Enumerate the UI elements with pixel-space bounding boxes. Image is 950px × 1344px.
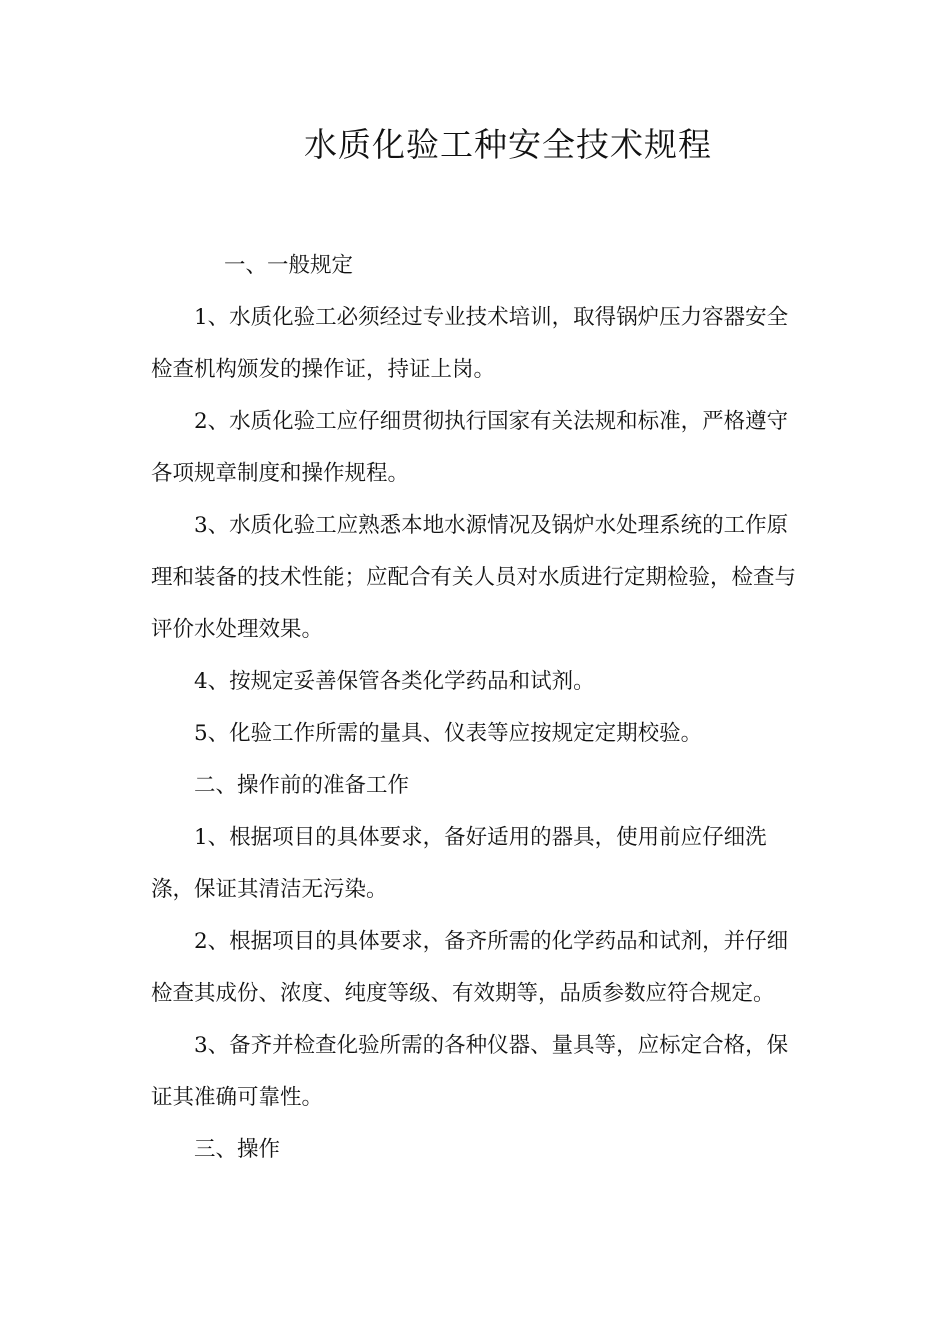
paragraph-preparation-3: 3、备齐并检查化验所需的各种仪器、量具等，应标定合格，保证其准确可靠性。 (151, 1033, 789, 1110)
section-heading-general: 一、一般规定 (224, 253, 354, 278)
section-heading-operation: 三、操作 (194, 1137, 281, 1162)
paragraph-preparation-2: 2、根据项目的具体要求，备齐所需的化学药品和试剂，并仔细检查其成份、浓度、纯度等级、有效期等，品质参数应符合规定。 (151, 929, 789, 1006)
paragraph-general-2: 2、水质化验工应仔细贯彻执行国家有关法规和标准，严格遵守各项规章制度和操作规程。 (151, 409, 789, 486)
paragraph-general-3: 3、水质化验工应熟悉本地水源情况及锅炉水处理系统的工作原理和装备的技术性能；应配合有关人员对水质进行定期检验，检查与评价水处理效果。 (151, 513, 797, 642)
paragraph-general-1: 1、水质化验工必须经过专业技术培训，取得锅炉压力容器安全检查机构颁发的操作证，持证上岗。 (151, 305, 789, 382)
document-body (151, 240, 806, 1176)
paragraph-general-5: 5、化验工作所需的量具、仪表等应按规定定期校验。 (194, 721, 703, 746)
section-heading-preparation: 二、操作前的准备工作 (194, 773, 410, 798)
paragraph-preparation-1: 1、根据项目的具体要求，备好适用的器具，使用前应仔细洗涤，保证其清洁无污染。 (151, 825, 767, 902)
paragraph-general-4: 4、按规定妥善保管各类化学药品和试剂。 (194, 669, 595, 694)
document-title: 水质化验工种安全技术规程 (304, 125, 712, 164)
